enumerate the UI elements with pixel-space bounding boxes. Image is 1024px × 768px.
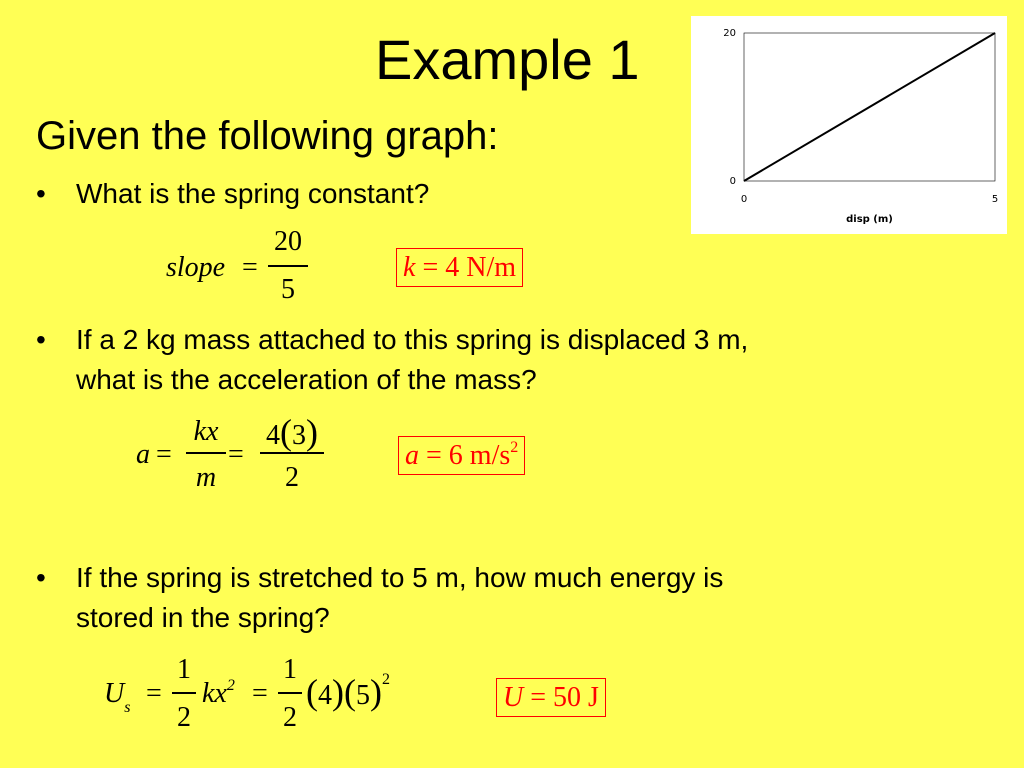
slide-subtitle: Given the following graph:: [36, 114, 499, 158]
eq2-open-paren: (: [280, 412, 292, 452]
answer-k-var: k: [403, 252, 416, 283]
eq3-lhs-subscript: s: [124, 699, 131, 716]
bullet-2-line-2: what is the acceleration of the mass?: [76, 364, 537, 395]
answer-u-eq: =: [530, 682, 547, 713]
answer-k: [396, 248, 523, 287]
answer-a-unit-exp: 2: [510, 439, 519, 456]
bullet-3-line-2: stored in the spring?: [76, 602, 330, 633]
eq3-paren-1: 4: [318, 680, 332, 711]
eq3-lhs: $U_s$: [104, 678, 131, 716]
eq2-equals-2: =: [228, 439, 244, 470]
eq2-denominator-1: m: [195, 462, 217, 493]
eq1-equals: =: [242, 252, 258, 283]
eq2-coef: 4: [266, 420, 280, 451]
x-tick-label: 5: [991, 194, 999, 205]
eq1-lhs: slope: [166, 252, 226, 283]
bullet-3: [36, 558, 936, 638]
eq3-paren-2: 5: [355, 680, 370, 711]
eq2-fraction-bar-1: [186, 452, 226, 454]
y-tick-label: 0: [729, 176, 736, 187]
eq3-fraction-bar-1: [172, 692, 196, 694]
answer-k-value: 4: [445, 252, 460, 283]
eq3-denominator-1: 2: [177, 702, 191, 733]
eq3-denominator-2: 2: [283, 702, 297, 733]
answer-a-unit: m/s: [469, 440, 511, 471]
answer-a-eq: =: [426, 440, 442, 471]
eq3-equals-1: =: [146, 678, 162, 709]
eq1-numerator: 20: [274, 226, 302, 257]
eq3-term1: $kx^2$: [202, 677, 235, 709]
bullet-dot: •: [36, 324, 46, 355]
bullet-3-line-1: If the spring is stretched to 5 m, how much energy is: [76, 562, 724, 593]
eq2-numerator-1: kx: [193, 416, 219, 447]
eq3-term1-exp: 2: [226, 677, 235, 694]
answer-k-unit: N/m: [466, 252, 517, 283]
bullet-1-text: What is the spring constant?: [76, 178, 430, 209]
bullet-2-line-1: If a 2 kg mass attached to this spring is displaced 3 m,: [76, 324, 749, 355]
answer-u: [496, 678, 606, 717]
answer-k-eq: =: [422, 252, 439, 283]
eq2-numerator-2: [258, 414, 326, 450]
x-tick-label: 0: [740, 194, 748, 205]
answer-u-var: U: [503, 682, 524, 713]
eq3-paren-2-exp: 2: [381, 671, 390, 688]
bullet-2: [36, 320, 936, 400]
x-axis-label: disp (m): [846, 214, 893, 225]
eq2-denominator-2: 2: [285, 462, 299, 493]
eq3-numerator-2: 1: [283, 654, 297, 685]
eq2-equals-1: =: [156, 439, 172, 470]
eq3-equals-2: =: [252, 678, 268, 709]
eq2-fraction-bar-2: [260, 452, 324, 454]
eq3-parens: $(4)(5)^2$: [306, 671, 390, 712]
answer-a-var: a: [405, 440, 419, 471]
answer-u-value: 50: [553, 682, 582, 713]
bullet-dot: •: [36, 178, 46, 209]
eq1-denominator: 5: [281, 274, 295, 305]
eq2-paren-val: 3: [292, 420, 306, 451]
answer-a: [398, 436, 525, 475]
force-displacement-graph: [691, 16, 1007, 234]
answer-a-value: 6: [448, 440, 463, 471]
chart-svg: [691, 16, 1007, 234]
bullet-dot: •: [36, 562, 46, 593]
answer-u-unit: J: [588, 682, 599, 713]
y-tick-label: 20: [723, 28, 736, 39]
eq2-lhs: a: [136, 439, 150, 470]
eq2-close-paren: ): [306, 412, 318, 452]
slide-title: Example 1: [375, 28, 640, 91]
eq3-numerator-1: 1: [177, 654, 191, 685]
eq1-fraction-bar: [268, 265, 308, 267]
eq3-fraction-bar-2: [278, 692, 302, 694]
